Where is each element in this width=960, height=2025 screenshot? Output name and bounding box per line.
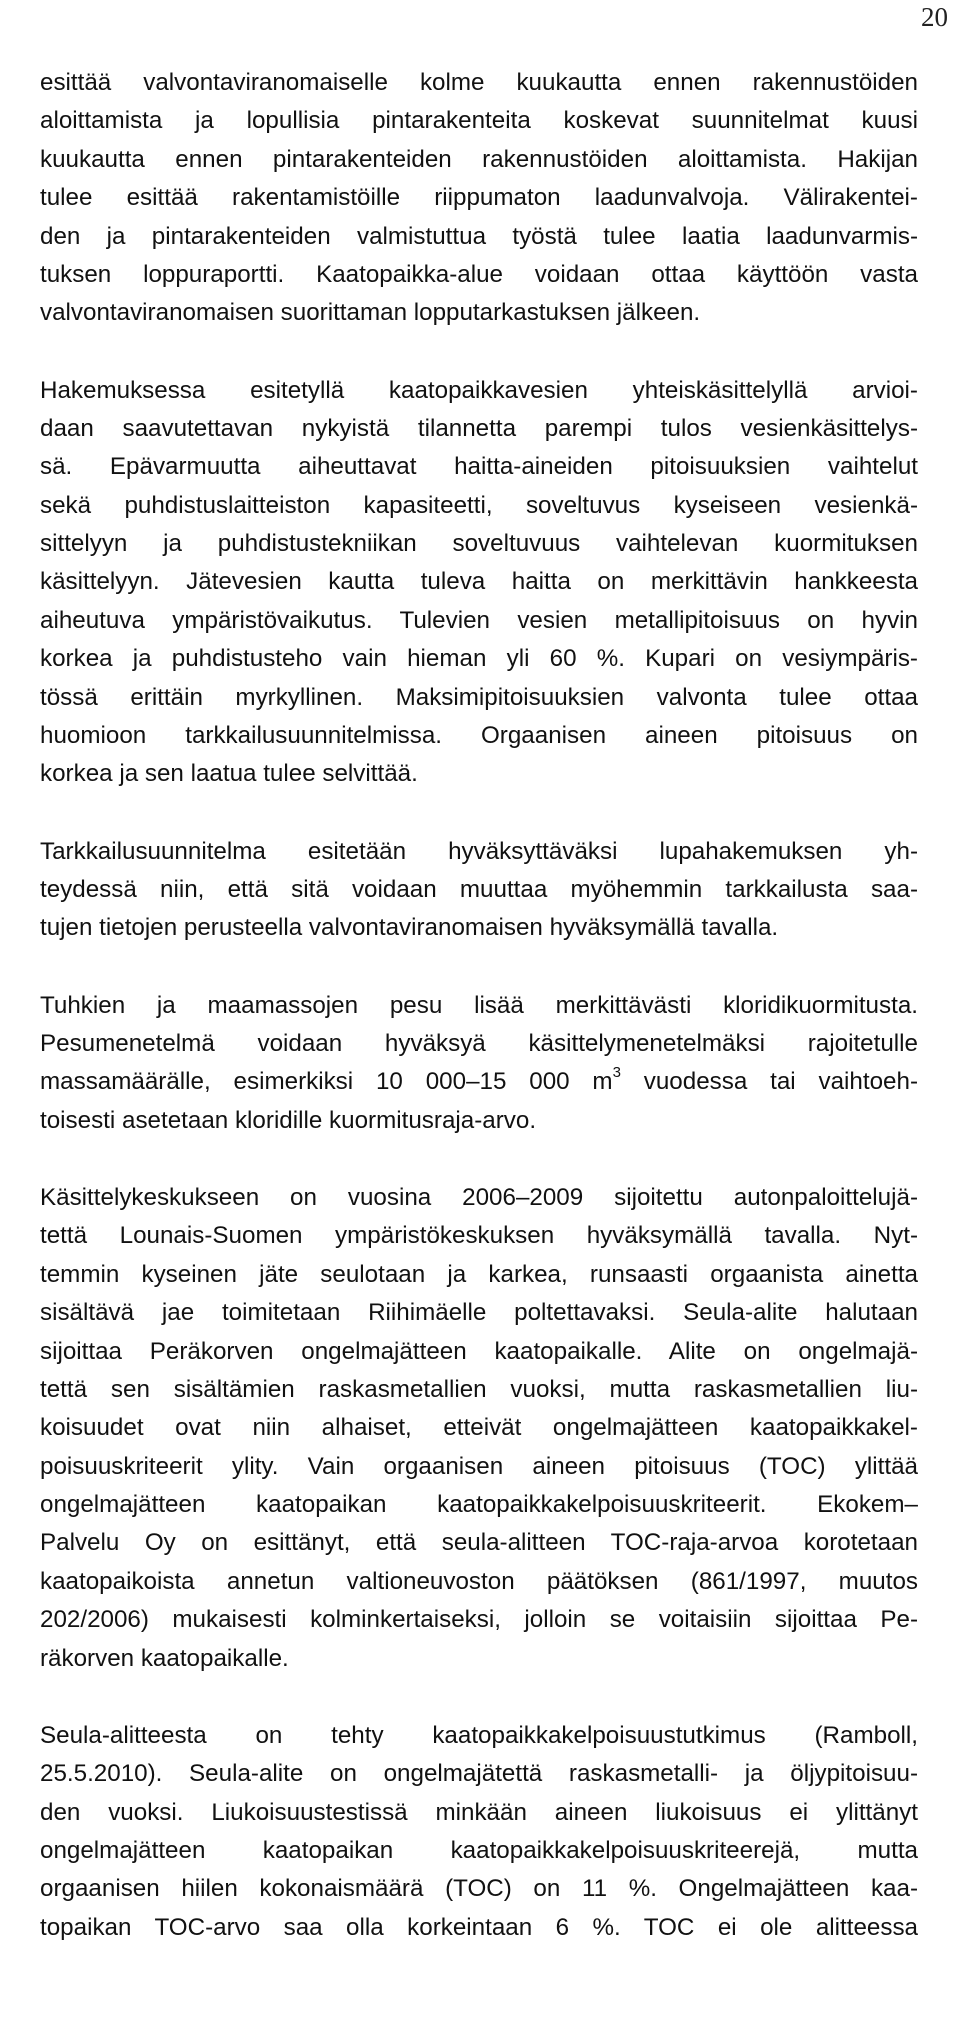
text-line: tuksen loppuraportti. Kaatopaikka-alue voidaan ottaa käyttöön vasta <box>40 260 918 288</box>
text-line: Pesumenetelmä voidaan hyväksyä käsittelymenetelmäksi rajoitetulle <box>40 1029 918 1057</box>
text-line: sä. Epävarmuutta aiheuttavat haitta-aineiden pitoisuuksien vaihtelut <box>40 453 918 481</box>
text-line: tettä Lounais-Suomen ympäristökeskuksen hyväksymällä tavalla. Nyt- <box>40 1222 918 1250</box>
text-line: Tarkkailusuunnitelma esitetään hyväksyttäväksi lupahakemuksen yh- <box>40 837 918 865</box>
text-line: Seula-alitteesta on tehty kaatopaikkakelpoisuustutkimus (Ramboll, <box>40 1721 918 1749</box>
page-number: 20 <box>921 2 948 32</box>
text-line: kuukautta ennen pintarakenteiden rakennustöiden aloittamista. Hakijan <box>40 145 918 173</box>
text-line-with-superscript <box>40 1063 918 1101</box>
superscript: 3 <box>612 1064 621 1082</box>
text-line: tettä sen sisältämien raskasmetallien vuoksi, mutta raskasmetallien liu- <box>40 1375 918 1403</box>
text-line: tujen tietojen perusteella valvontaviranomaisen hyväksymällä tavalla. <box>40 914 779 942</box>
paragraph-2 <box>40 372 918 794</box>
text-line: korkea ja puhdistusteho vain hieman yli 60 %. Kupari on vesiympäris- <box>40 645 918 673</box>
text-line: den vuoksi. Liukoisuustestissä minkään aineen liukoisuus ei ylittänyt <box>40 1798 918 1826</box>
paragraph-4 <box>40 987 918 1141</box>
text-line: Palvelu Oy on esittänyt, että seula-alitteen TOC-raja-arvoa korotetaan <box>40 1529 918 1557</box>
text-line: tössä erittäin myrkyllinen. Maksimipitoisuuksien valvonta tulee ottaa <box>40 683 918 711</box>
text-line: aiheutuva ympäristövaikutus. Tulevien vesien metallipitoisuus on hyvin <box>40 606 918 634</box>
text-line: sekä puhdistuslaitteiston kapasiteetti, soveltuvus kyseiseen vesienkä- <box>40 491 918 519</box>
text-line: orgaanisen hiilen kokonaismäärä (TOC) on 11 %. Ongelmajätteen kaa- <box>40 1875 918 1903</box>
text-line: valvontaviranomaisen suorittaman lopputarkastuksen jälkeen. <box>40 299 701 327</box>
text-line: teydessä niin, että sitä voidaan muuttaa myöhemmin tarkkailusta saa- <box>40 876 918 904</box>
text-line: topaikan TOC-arvo saa olla korkeintaan 6 %. TOC ei ole alitteessa <box>40 1913 918 1941</box>
text-line: koisuudet ovat niin alhaiset, etteivät ongelmajätteen kaatopaikkakel- <box>40 1414 918 1442</box>
text-line: daan saavutettavan nykyistä tilannetta parempi tulos vesienkäsittelys- <box>40 414 918 442</box>
paragraph-3 <box>40 833 918 948</box>
text-line: toisesti asetetaan kloridille kuormitusraja-arvo. <box>40 1106 537 1134</box>
text-line: sittelyyn ja puhdistustekniikan soveltuvuus vaihtelevan kuormituksen <box>40 530 918 558</box>
paragraph-1 <box>40 64 918 333</box>
text-line: sisältävä jae toimitetaan Riihimäelle poltettavaksi. Seula-alite halutaan <box>40 1299 918 1327</box>
text-line: ongelmajätteen kaatopaikan kaatopaikkakelpoisuuskriteerit. Ekokem– <box>40 1491 918 1519</box>
text-line: 202/2006) mukaisesti kolminkertaiseksi, jolloin se voitaisiin sijoittaa Pe- <box>40 1606 918 1634</box>
text-line: sijoittaa Peräkorven ongelmajätteen kaatopaikalle. Alite on ongelmajä- <box>40 1337 918 1365</box>
text-line: ongelmajätteen kaatopaikan kaatopaikkakelpoisuuskriteerejä, mutta <box>40 1837 918 1864</box>
text-line: esittää valvontaviranomaiselle kolme kuukautta ennen rakennustöiden <box>40 69 918 96</box>
text-line: huomioon tarkkailusuunnitelmissa. Orgaanisen aineen pitoisuus on <box>40 722 918 750</box>
text-line: korkea ja sen laatua tulee selvittää. <box>40 760 418 788</box>
paragraph-6 <box>40 1717 918 1947</box>
text-line: käsittelyyn. Jätevesien kautta tuleva haitta on merkittävin hankkeesta <box>40 568 918 596</box>
text-line: räkorven kaatopaikalle. <box>40 1644 289 1672</box>
text-line: aloittamista ja lopullisia pintarakenteita koskevat suunnitelmat kuusi <box>40 107 918 135</box>
paragraph-5 <box>40 1179 918 1678</box>
text-line: Hakemuksessa esitetyllä kaatopaikkavesien yhteiskäsittelyllä arvioi- <box>40 376 918 404</box>
text-line: Käsittelykeskukseen on vuosina 2006–2009 sijoitettu autonpaloittelujä- <box>40 1183 918 1211</box>
text-segment: vuodessa tai vaihtoeh- <box>620 1068 918 1096</box>
text-line: tulee esittää rakentamistöille riippumaton laadunvalvoja. Välirakentei- <box>40 184 918 212</box>
text-line: Tuhkien ja maamassojen pesu lisää merkittävästi kloridikuormitusta. <box>40 991 918 1019</box>
text-line: 25.5.2010). Seula-alite on ongelmajätettä raskasmetalli- ja öljypitoisuu- <box>40 1760 918 1788</box>
document-body <box>40 64 918 1947</box>
text-line: den ja pintarakenteiden valmistuttua työstä tulee laatia laadunvarmis- <box>40 222 918 250</box>
text-line: poisuuskriteerit ylity. Vain orgaanisen aineen pitoisuus (TOC) ylittää <box>40 1452 918 1480</box>
text-segment: massamäärälle, esimerkiksi 10 000–15 000 m <box>40 1068 613 1096</box>
text-line: kaatopaikoista annetun valtioneuvoston päätöksen (861/1997, muutos <box>40 1567 918 1595</box>
text-line: temmin kyseinen jäte seulotaan ja karkea, runsaasti orgaanista ainetta <box>40 1260 918 1288</box>
